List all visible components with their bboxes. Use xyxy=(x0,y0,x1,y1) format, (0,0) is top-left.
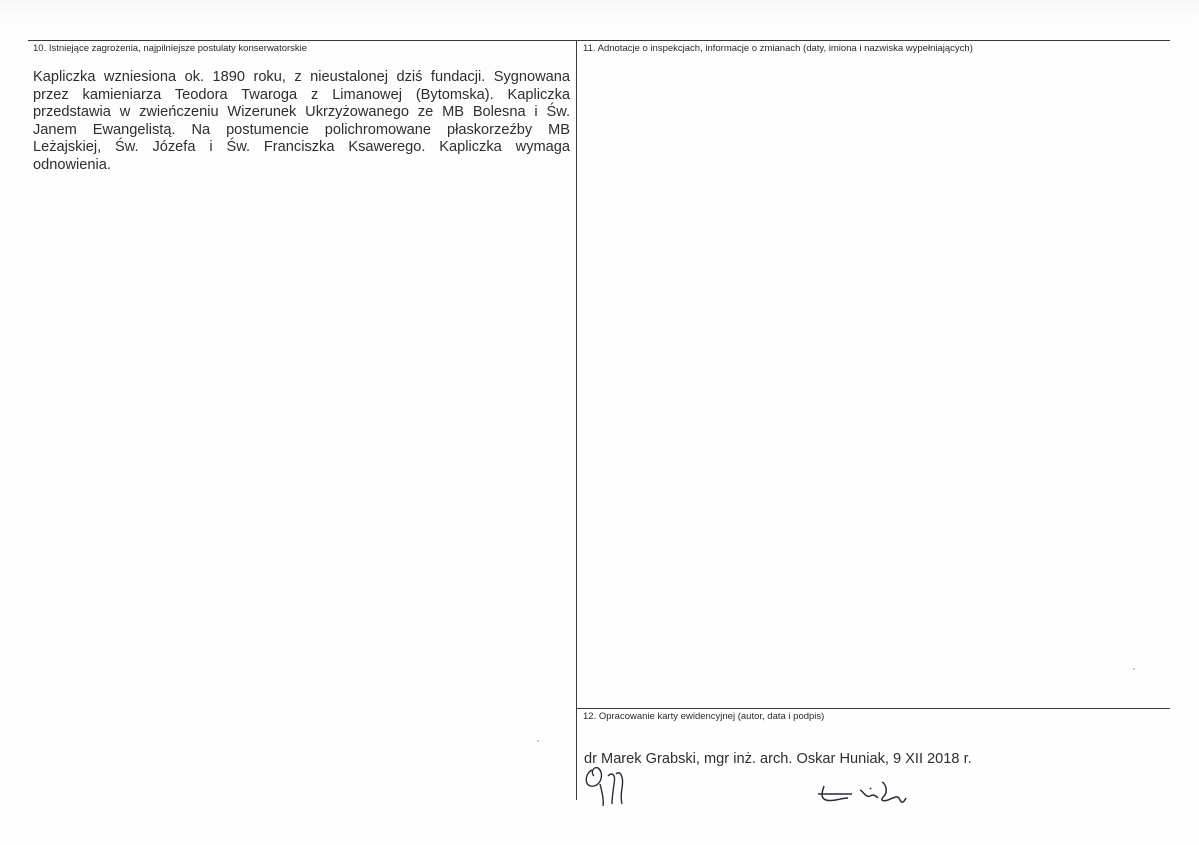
section12-authors: dr Marek Grabski, mgr inż. arch. Oskar Huniak, 9 XII 2018 r. xyxy=(584,751,972,767)
section10-text: Kapliczka wzniesiona ok. 1890 roku, z nieustalonej dziś fundacji. Sygnowana przez kamieniarza Teodora Twaroga z Limanowej (Bytomska). Kapliczka przedstawia w zwieńczeniu Wizerunek Ukrzyżowanego ze MB Bolesna i Św. Janem Ewangelistą. Na postumencie polichromowane płaskorzeźby MB Leżajskiej, Św. Józefa i Św. Franciszka Ksawerego. Kapliczka wymaga odnowienia. xyxy=(33,69,570,173)
top-rule xyxy=(28,40,1170,41)
section11-label: 11. Adnotacje o inspekcjach, informacje o zmianach (daty, imiona i nazwiska wypełniających) xyxy=(583,43,973,54)
section12-rule xyxy=(576,708,1170,709)
column-divider xyxy=(576,40,577,800)
section10-label: 10. Istniejące zagrożenia, najpilniejsze postulaty konserwatorskie xyxy=(33,43,308,54)
section12-label: 12. Opracowanie karty ewidencyjnej (autor, data i podpis) xyxy=(583,711,825,722)
signature-grabski xyxy=(582,762,638,808)
signature-huniak xyxy=(812,776,912,810)
scan-speck xyxy=(537,740,539,742)
scan-speck xyxy=(1133,668,1135,670)
